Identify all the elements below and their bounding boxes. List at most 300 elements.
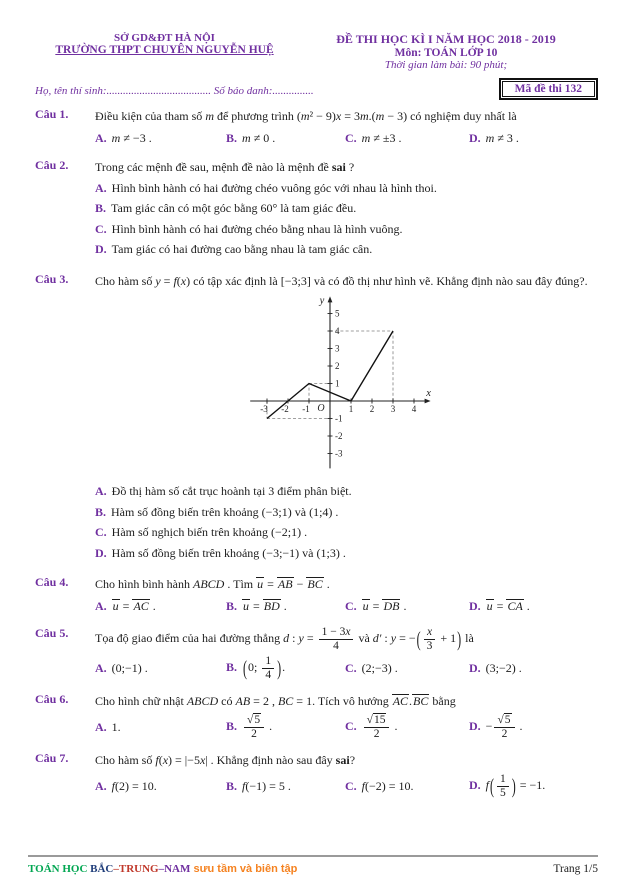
options [95,655,598,681]
math-variable: y [390,630,397,645]
option-label: D. [469,718,481,733]
text-run: ² − 9) [309,109,336,123]
bold-text: sai [335,753,350,768]
text-run: 1 [265,655,272,668]
option-content [362,661,398,675]
footer-credit-segment: –TRUNG [113,863,159,875]
denominator [244,727,264,741]
function-graph [244,294,449,478]
text-run: ≠ ±3 . [370,130,402,145]
option [345,597,469,615]
text-run: . Tìm [224,577,257,592]
svg-text:x: x [426,388,431,400]
svg-text:-2: -2 [335,431,343,442]
page-number: Trang 1/5 [553,863,598,875]
numerator [244,714,264,727]
denominator [497,786,509,800]
option-content [362,779,414,793]
text-run: . [409,694,413,709]
denominator [364,727,390,741]
text-run: có [218,694,236,709]
text-run: .( [368,109,376,123]
paren: ) [277,656,282,681]
svg-text:4: 4 [335,326,340,337]
denominator [494,727,514,741]
text-run: = − [396,630,416,645]
text-run: (2;−3) . [361,661,398,676]
footer-credit [28,861,297,876]
header [35,32,598,71]
svg-text:1: 1 [335,378,340,389]
svg-text:4: 4 [411,404,417,415]
option [226,714,345,740]
question-stem [95,272,598,291]
option [345,659,469,677]
text-run: (2) = 10. [115,779,157,794]
text-run: Điều kiện của tham số [95,109,206,123]
option [95,240,598,258]
text-run: ( [176,273,181,288]
svg-text:1: 1 [348,404,354,415]
option-label: A. [95,130,107,145]
radical-icon: √ [247,714,254,727]
svg-text:3: 3 [335,343,340,354]
denominator [319,639,354,653]
exam-duration: Thời gian làm bài: 90 phút; [384,59,508,71]
fraction [262,655,274,681]
option-label: B. [226,598,238,613]
vector: u [112,598,119,613]
numerator [494,714,514,727]
option-label: D. [469,777,481,792]
math-variable: m [300,109,310,123]
option-content [112,720,121,734]
options [95,714,598,740]
text-run: . [523,598,530,613]
text-run: 0; [248,660,261,675]
text-run: . [391,718,398,733]
text-run: Hàm số nghịch biến trên khoảng (−2;1) . [111,525,308,540]
question-stem [95,692,598,711]
option-label: D. [95,545,107,560]
svg-text:y: y [319,295,325,307]
option [95,659,226,677]
paren: ) [457,626,462,651]
question-stem [95,107,598,126]
question-body [95,692,598,740]
option-label: D. [469,598,481,613]
option-label: C. [345,779,357,794]
option-label: D. [469,661,481,676]
fraction [497,773,509,799]
option-label: D. [469,130,481,145]
text-run: . [400,598,407,613]
text-run: − [485,718,493,733]
option [95,503,598,521]
vector: CA [507,598,523,613]
numerator [319,626,354,639]
option-content [362,714,398,740]
math-variable: m [361,130,371,145]
text-run: ) = |−5 [168,753,200,768]
option [95,482,598,500]
svg-text:-2: -2 [281,404,289,415]
text-run: 4 [265,668,272,681]
question [35,626,598,682]
vector: u [257,577,264,592]
option-content [242,779,291,793]
math-variable: x [162,753,169,768]
footer-credit-segment: BẮC [87,863,114,875]
vector: AC [133,598,149,613]
math-variable: m [375,109,385,123]
options [95,597,598,615]
text-run: (−2) = 10. [365,779,414,794]
school-name: TRƯỜNG THPT CHUYÊN NGUYỄN HUỆ [55,44,274,56]
numerator [497,773,509,786]
option [226,777,345,795]
text-run: = [369,598,383,613]
option [469,714,598,740]
option-label: B. [95,201,107,216]
svg-text:-3: -3 [335,448,343,459]
math-variable: ABCD [186,694,219,709]
math-variable: AB [235,694,251,709]
footer-credit-segment: sưu tầm và biên tập [190,863,298,875]
text-run: Tam giác cân có một góc bằng 60° là tam giác đều. [111,201,357,216]
option-content [242,599,287,613]
option-content [111,201,356,215]
text-run: . [323,577,330,592]
paren: ( [243,656,248,681]
text-run: 2 [501,727,508,740]
text-run: ) có tập xác định là [−3;3] và có đồ thị như hình vẽ. Khẳng định nào sau đây đúng?. [186,273,588,288]
questions [35,107,598,799]
question [35,158,598,261]
denominator [262,668,274,682]
option-content [111,505,338,519]
svg-text:3: 3 [390,404,396,415]
option [345,714,469,740]
function-graph-wrap [244,294,449,478]
text-run: = 1. Tích vô hướng [293,694,392,709]
question [35,692,598,740]
square-root [497,713,511,726]
question-number: Câu 5. [35,625,69,640]
math-variable: m [205,109,214,123]
math-variable: ABCD [193,577,225,592]
paren: ) [511,773,516,799]
footer-credit-segment: TOÁN HỌC [28,863,88,875]
option-label: B. [226,130,238,145]
option [95,220,598,238]
option [95,179,598,197]
option-label: B. [226,718,238,733]
option-content [112,484,352,498]
text-run: . [280,598,287,613]
question-number: Câu 6. [35,692,69,707]
denominator [424,639,436,653]
option-content [112,222,403,236]
option-content [112,131,152,145]
svg-text:-1: -1 [302,404,310,415]
option-content [242,655,286,681]
question-stem [95,575,598,594]
math-variable: f [485,777,490,792]
vector: AB [277,577,293,592]
math-variable: d′ [372,630,382,645]
text-run: Tam giác có hai đường cao bằng nhau là tam giác cân. [111,242,373,257]
option-content [362,131,402,145]
question-stem [95,626,598,652]
text-run: Hàm số đồng biến trên khoảng (−3;1) và (1;4) . [111,504,339,519]
option-label: B. [226,660,238,675]
text-run: + 1 [437,630,457,645]
option [95,718,226,736]
option [95,777,226,795]
text-run: Trong các mệnh đề sau, mệnh đề nào là mệnh đề [95,159,332,174]
text-run: 1 [500,772,506,785]
text-run: 5 [500,786,506,799]
text-run: 1. [111,720,121,735]
question-body [95,272,598,565]
question [35,272,598,565]
question-body [95,107,598,147]
option-label: A. [95,598,107,613]
option [95,523,598,541]
header-right [294,32,598,71]
math-variable: f [173,273,177,288]
option-content [485,714,523,740]
text-run: : [381,630,391,645]
text-run: = [119,598,133,613]
option-content [112,599,156,613]
header-left [35,32,294,71]
option-label: C. [345,598,357,613]
radicand: 5 [254,714,261,727]
text-run: 2 [251,727,257,740]
text-run: ? [345,159,355,174]
math-variable: f [111,779,116,794]
text-run: bằng [429,694,456,709]
text-run: 3 [426,639,433,652]
text-run: Đồ thị hàm số cắt trục hoành tại 3 điểm phân biệt. [111,484,352,499]
options [95,179,598,259]
student-info-line: Họ, tên thí sinh:...................................... Số báo danh:............... [35,85,314,97]
math-variable: f [361,779,366,794]
text-run: Tọa độ giao điểm của hai đường thẳng [95,630,284,645]
footer-credit-segment: –NAM [158,863,191,875]
vector: u [243,598,250,613]
text-run: Hình bình hành có hai đường chéo bằng nhau là hình vuông. [111,221,403,236]
option [95,199,598,217]
text-run: Hàm số đồng biến trên khoảng (−3;−1) và (1;3) . [111,545,346,560]
text-run: = −1. [516,777,546,792]
numerator [364,714,390,727]
svg-text:5: 5 [335,308,340,319]
fraction [319,626,354,652]
question-stem [95,158,598,177]
department-name: SỞ GD&ĐT HÀ NỘI [114,32,215,44]
text-run: ≠ 3 . [494,130,519,145]
question-body [95,751,598,799]
option-content [242,131,275,145]
radical-icon: √ [497,714,504,727]
math-variable: y [155,273,161,288]
text-run: = 3 [341,109,360,123]
option [95,129,226,147]
math-variable: m [485,130,495,145]
option-label: B. [95,504,107,519]
text-run: . [266,718,273,733]
option-content [485,772,546,799]
option-label: A. [95,661,107,676]
option [469,129,598,147]
math-variable: f [155,753,159,768]
option-label: C. [345,130,357,145]
numerator [424,626,436,639]
svg-text:-1: -1 [335,413,343,424]
options [95,773,598,799]
option [226,597,345,615]
text-run: ? [349,753,356,768]
option-label: A. [95,180,107,195]
option-label: D. [95,242,107,257]
radicand: 5 [504,714,511,727]
footer [28,855,598,876]
exam-code: Mã đề thi 132 [502,81,595,97]
bold-text: sai [331,159,346,174]
svg-text:-3: -3 [260,404,268,415]
question [35,107,598,147]
math-variable: m [242,130,251,145]
numerator [262,655,274,668]
svg-text:2: 2 [369,404,375,415]
fraction [494,714,514,740]
svg-text:2: 2 [335,361,340,372]
text-run: . [282,660,286,675]
radical-icon: √ [366,714,373,727]
svg-text:O: O [317,403,325,415]
question-body [95,158,598,261]
math-variable: BC [277,694,294,709]
option-label: A. [95,484,107,499]
paren: ( [416,626,421,651]
question-body [95,626,598,682]
text-run: 4 [333,639,339,652]
math-variable: x [345,625,351,638]
text-run: 2 [373,727,380,740]
vector: BD [263,598,280,613]
math-variable: x [335,109,342,123]
text-run: − 3) có nghiệm duy nhất là [384,109,517,123]
text-run: = 2 , [250,694,278,709]
question [35,575,598,615]
option-content [486,661,522,675]
question-number: Câu 3. [35,271,69,286]
math-variable: y [298,630,304,645]
text-run: = [250,598,263,613]
option [95,544,598,562]
text-run: . [149,598,156,613]
math-variable: d [283,630,290,645]
question-number: Câu 1. [35,107,69,121]
option-label: A. [95,779,107,794]
option-label: A. [95,720,107,735]
text-run: − [293,577,307,592]
option-content [242,714,273,740]
vector: BC [307,577,323,592]
option [469,597,598,615]
text-run: ≠ 0 . [250,130,276,145]
question-number: Câu 2. [35,157,69,172]
fraction [364,714,390,740]
text-run: . [516,718,523,733]
text-run: (−1) = 5 . [245,779,291,794]
question [35,751,598,799]
text-run: (0;−1) . [111,661,148,676]
text-run: và [355,630,373,645]
square-root [247,713,261,726]
text-run: Cho hình bình hành [95,577,193,592]
text-run: Cho hình chữ nhật [95,694,187,709]
text-run: : [289,630,299,645]
option-content [112,181,437,195]
text-run: = [264,577,277,592]
options [95,482,598,562]
option-label: C. [95,221,107,236]
option [469,773,598,799]
text-run: = [303,630,317,645]
text-run: (3;−2) . [485,661,522,676]
text-run: 1 − 3 [321,625,346,638]
exam-title: ĐỀ THI HỌC KÌ I NĂM HỌC 2018 - 2019 [336,32,556,46]
vector: u [486,598,493,613]
option [95,597,226,615]
text-run: ( [158,753,163,768]
option-content [362,599,407,613]
option-content [112,546,346,560]
square-root [367,713,387,726]
option-label: C. [345,718,357,733]
math-variable: m [359,109,369,123]
option-content [112,525,307,539]
vector: AC [392,694,409,709]
text-run: = [493,598,507,613]
question-number: Câu 4. [35,575,69,590]
option-label: B. [226,779,238,794]
fraction [244,714,264,740]
options [95,129,598,147]
question-body [95,575,598,615]
math-variable: x [426,625,433,638]
text-run: Hình bình hành có hai đường chéo vuông góc với nhau là hình thoi. [111,180,437,195]
text-run: Cho hàm số [95,753,156,768]
paren: ( [490,773,495,799]
math-variable: f [242,779,246,794]
text-run: Cho hàm số [95,273,156,288]
option-content [112,661,148,675]
option-content [112,779,157,793]
text-run: = [160,273,174,288]
option [469,659,598,677]
option [345,129,469,147]
math-variable: m [111,130,121,145]
option-content [112,242,373,256]
option-label: C. [345,661,357,676]
math-variable: x [199,753,206,768]
vector: DB [383,598,400,613]
